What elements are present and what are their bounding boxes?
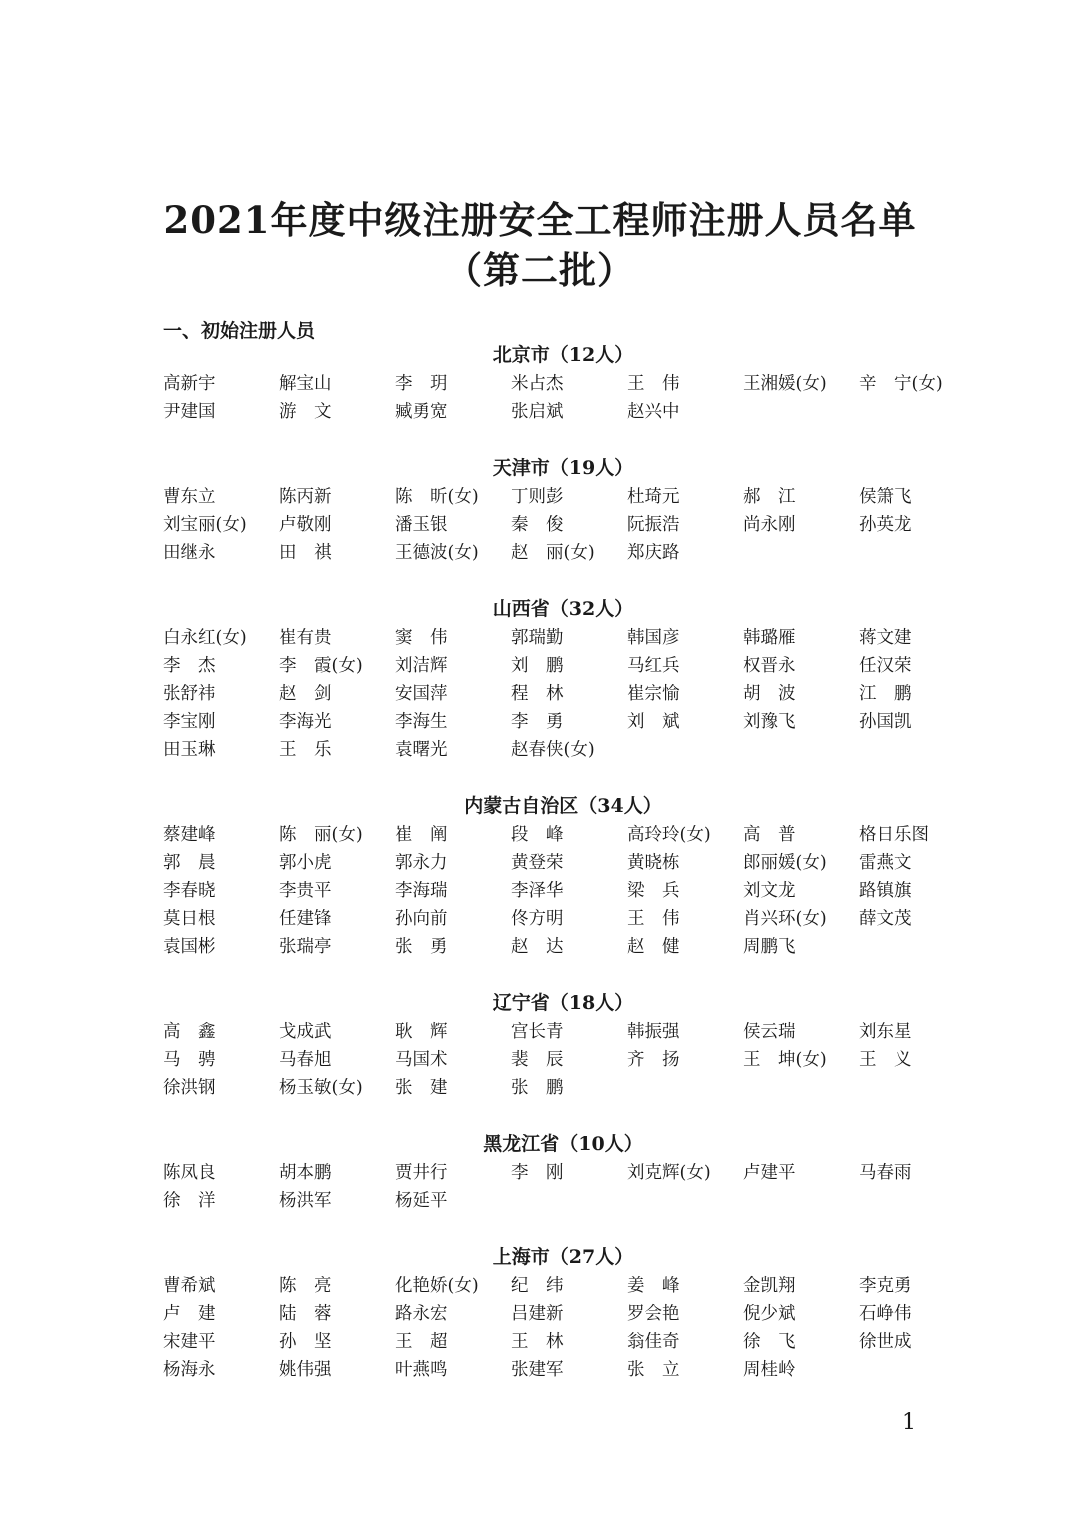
region-block xyxy=(163,1130,983,1215)
person-name: 杜琦元 xyxy=(627,487,680,507)
person-name: 刘 鹏 xyxy=(511,656,564,676)
name-row xyxy=(163,624,983,652)
person-name: 赵 丽(女) xyxy=(511,543,595,563)
person-name: 肖兴环(女) xyxy=(743,909,827,929)
person-name: 白永红(女) xyxy=(163,628,247,648)
person-name: 卢 建 xyxy=(163,1304,216,1324)
person-name: 赵 达 xyxy=(511,937,564,957)
region-block xyxy=(163,454,983,567)
person-name: 高 普 xyxy=(743,825,796,845)
section-heading: 一、初始注册人员 xyxy=(163,320,316,342)
person-name: 刘 斌 xyxy=(627,712,680,732)
person-name: 王 义 xyxy=(859,1050,912,1070)
person-name: 张舒祎 xyxy=(163,684,216,704)
person-name: 金凯翔 xyxy=(743,1276,796,1296)
person-name: 曹东立 xyxy=(163,487,216,507)
person-name: 刘克辉(女) xyxy=(627,1163,711,1183)
name-row xyxy=(163,1159,983,1187)
name-row xyxy=(163,370,983,398)
person-name: 刘文龙 xyxy=(743,881,796,901)
person-name: 崔 阐 xyxy=(395,825,448,845)
person-name: 纪 纬 xyxy=(511,1276,564,1296)
person-name: 戈成武 xyxy=(279,1022,332,1042)
person-name: 赵 健 xyxy=(627,937,680,957)
name-row xyxy=(163,1018,983,1046)
person-name: 阮振浩 xyxy=(627,515,680,535)
name-row xyxy=(163,849,983,877)
person-name: 宋建平 xyxy=(163,1332,216,1352)
person-name: 郭小虎 xyxy=(279,853,332,873)
name-row xyxy=(163,708,983,736)
person-name: 高新宇 xyxy=(163,374,216,394)
person-name: 贾井行 xyxy=(395,1163,448,1183)
person-name: 李克勇 xyxy=(859,1276,912,1296)
person-name: 徐 洋 xyxy=(163,1191,216,1211)
person-name: 梁 兵 xyxy=(627,881,680,901)
person-name: 齐 扬 xyxy=(627,1050,680,1070)
person-name: 赵兴中 xyxy=(627,402,680,422)
person-name: 赵春侠(女) xyxy=(511,740,595,760)
person-name: 王 超 xyxy=(395,1332,448,1352)
person-name: 徐洪钢 xyxy=(163,1078,216,1098)
person-name: 化艳娇(女) xyxy=(395,1276,479,1296)
person-name: 张 建 xyxy=(395,1078,448,1098)
person-name: 李泽华 xyxy=(511,881,564,901)
name-row xyxy=(163,877,983,905)
person-name: 李贵平 xyxy=(279,881,332,901)
person-name: 任汉荣 xyxy=(859,656,912,676)
person-name: 潘玉银 xyxy=(395,515,448,535)
person-name: 陈 昕(女) xyxy=(395,487,479,507)
region-block xyxy=(163,1243,983,1384)
person-name: 马国术 xyxy=(395,1050,448,1070)
person-name: 杨延平 xyxy=(395,1191,448,1211)
name-row xyxy=(163,539,983,567)
person-name: 米占杰 xyxy=(511,374,564,394)
person-name: 吕建新 xyxy=(511,1304,564,1324)
person-name: 李宝刚 xyxy=(163,712,216,732)
person-name: 游 文 xyxy=(279,402,332,422)
person-name: 裴 辰 xyxy=(511,1050,564,1070)
region-heading: 北京市（12人） xyxy=(492,344,634,366)
person-name: 周鹏飞 xyxy=(743,937,796,957)
person-name: 耿 辉 xyxy=(395,1022,448,1042)
person-name: 崔宗愉 xyxy=(627,684,680,704)
person-name: 孙英龙 xyxy=(859,515,912,535)
person-name: 李 刚 xyxy=(511,1163,564,1183)
page-number: 1 xyxy=(902,1410,916,1435)
name-row xyxy=(163,1300,983,1328)
person-name: 王 伟 xyxy=(627,909,680,929)
person-name: 权晋永 xyxy=(743,656,796,676)
person-name: 张 立 xyxy=(627,1360,680,1380)
region-block xyxy=(163,595,983,764)
person-name: 陈 亮 xyxy=(279,1276,332,1296)
person-name: 韩振强 xyxy=(627,1022,680,1042)
person-name: 马春旭 xyxy=(279,1050,332,1070)
person-name: 卢建平 xyxy=(743,1163,796,1183)
region-block xyxy=(163,792,983,961)
person-name: 马春雨 xyxy=(859,1163,912,1183)
person-name: 姚伟强 xyxy=(279,1360,332,1380)
person-name: 高玲玲(女) xyxy=(627,825,711,845)
person-name: 陈凤良 xyxy=(163,1163,216,1183)
person-name: 刘宝丽(女) xyxy=(163,515,247,535)
person-name: 罗会艳 xyxy=(627,1304,680,1324)
person-name: 徐 飞 xyxy=(743,1332,796,1352)
person-name: 臧勇宽 xyxy=(395,402,448,422)
person-name: 田继永 xyxy=(163,543,216,563)
person-name: 薛文茂 xyxy=(859,909,912,929)
name-row xyxy=(163,1187,983,1215)
person-name: 李 勇 xyxy=(511,712,564,732)
person-name: 王 伟 xyxy=(627,374,680,394)
person-name: 李海瑞 xyxy=(395,881,448,901)
person-name: 孙向前 xyxy=(395,909,448,929)
name-row xyxy=(163,821,983,849)
person-name: 张 鹏 xyxy=(511,1078,564,1098)
name-row xyxy=(163,1074,983,1102)
region-list xyxy=(163,341,983,1412)
person-name: 安国萍 xyxy=(395,684,448,704)
person-name: 李海光 xyxy=(279,712,332,732)
person-name: 郭瑞勤 xyxy=(511,628,564,648)
person-name: 周桂岭 xyxy=(743,1360,796,1380)
person-name: 路镇旗 xyxy=(859,881,912,901)
person-name: 徐世成 xyxy=(859,1332,912,1352)
person-name: 李 杰 xyxy=(163,656,216,676)
person-name: 杨玉敏(女) xyxy=(279,1078,363,1098)
person-name: 卢敬刚 xyxy=(279,515,332,535)
person-name: 尚永刚 xyxy=(743,515,796,535)
person-name: 石峥伟 xyxy=(859,1304,912,1324)
person-name: 马 骋 xyxy=(163,1050,216,1070)
person-name: 杨洪军 xyxy=(279,1191,332,1211)
person-name: 窦 伟 xyxy=(395,628,448,648)
person-name: 李春晓 xyxy=(163,881,216,901)
person-name: 雷燕文 xyxy=(859,853,912,873)
person-name: 赵 剑 xyxy=(279,684,332,704)
person-name: 马红兵 xyxy=(627,656,680,676)
person-name: 姜 峰 xyxy=(627,1276,680,1296)
region-heading: 天津市（19人） xyxy=(492,457,634,479)
person-name: 王 坤(女) xyxy=(743,1050,827,1070)
name-row xyxy=(163,1046,983,1074)
person-name: 曹希斌 xyxy=(163,1276,216,1296)
person-name: 郑庆路 xyxy=(627,543,680,563)
person-name: 郝 江 xyxy=(743,487,796,507)
person-name: 高 鑫 xyxy=(163,1022,216,1042)
name-row xyxy=(163,398,983,426)
name-row xyxy=(163,680,983,708)
person-name: 佟方明 xyxy=(511,909,564,929)
region-heading: 内蒙古自治区（34人） xyxy=(464,795,662,817)
person-name: 胡 波 xyxy=(743,684,796,704)
person-name: 陆 蓉 xyxy=(279,1304,332,1324)
name-row xyxy=(163,736,983,764)
person-name: 翁佳奇 xyxy=(627,1332,680,1352)
person-name: 陈 丽(女) xyxy=(279,825,363,845)
person-name: 格日乐图 xyxy=(859,825,929,845)
person-name: 张 勇 xyxy=(395,937,448,957)
document-title: 2021年度中级注册安全工程师注册人员名单 xyxy=(163,198,917,242)
person-name: 刘豫飞 xyxy=(743,712,796,732)
name-row xyxy=(163,483,983,511)
document-subtitle: （第二批） xyxy=(445,248,635,292)
person-name: 崔有贵 xyxy=(279,628,332,648)
person-name: 李 玥 xyxy=(395,374,448,394)
person-name: 蒋文建 xyxy=(859,628,912,648)
person-name: 孙国凯 xyxy=(859,712,912,732)
name-row xyxy=(163,905,983,933)
person-name: 郭 晨 xyxy=(163,853,216,873)
person-name: 张建军 xyxy=(511,1360,564,1380)
person-name: 侯云瑞 xyxy=(743,1022,796,1042)
region-heading: 黑龙江省（10人） xyxy=(483,1133,643,1155)
region-heading: 山西省（32人） xyxy=(492,598,634,620)
person-name: 江 鹏 xyxy=(859,684,912,704)
person-name: 王德波(女) xyxy=(395,543,479,563)
person-name: 郭永力 xyxy=(395,853,448,873)
person-name: 黄登荣 xyxy=(511,853,564,873)
person-name: 刘东星 xyxy=(859,1022,912,1042)
person-name: 袁曙光 xyxy=(395,740,448,760)
person-name: 叶燕鸣 xyxy=(395,1360,448,1380)
region-block xyxy=(163,341,983,426)
name-row xyxy=(163,1272,983,1300)
person-name: 李海生 xyxy=(395,712,448,732)
person-name: 胡本鹏 xyxy=(279,1163,332,1183)
person-name: 刘洁辉 xyxy=(395,656,448,676)
person-name: 张启斌 xyxy=(511,402,564,422)
name-row xyxy=(163,933,983,961)
person-name: 韩璐雁 xyxy=(743,628,796,648)
person-name: 段 峰 xyxy=(511,825,564,845)
person-name: 郎丽媛(女) xyxy=(743,853,827,873)
person-name: 路永宏 xyxy=(395,1304,448,1324)
person-name: 莫日根 xyxy=(163,909,216,929)
person-name: 陈丙新 xyxy=(279,487,332,507)
person-name: 解宝山 xyxy=(279,374,332,394)
person-name: 李 霞(女) xyxy=(279,656,363,676)
person-name: 袁国彬 xyxy=(163,937,216,957)
person-name: 蔡建峰 xyxy=(163,825,216,845)
person-name: 韩国彦 xyxy=(627,628,680,648)
region-block xyxy=(163,989,983,1102)
person-name: 田玉琳 xyxy=(163,740,216,760)
person-name: 辛 宁(女) xyxy=(859,374,943,394)
person-name: 王湘媛(女) xyxy=(743,374,827,394)
region-heading: 辽宁省（18人） xyxy=(492,992,634,1014)
person-name: 黄晓栋 xyxy=(627,853,680,873)
name-row xyxy=(163,1356,983,1384)
person-name: 孙 坚 xyxy=(279,1332,332,1352)
person-name: 宫长青 xyxy=(511,1022,564,1042)
person-name: 侯箫飞 xyxy=(859,487,912,507)
person-name: 倪少斌 xyxy=(743,1304,796,1324)
name-row xyxy=(163,511,983,539)
person-name: 任建锋 xyxy=(279,909,332,929)
person-name: 丁则彭 xyxy=(511,487,564,507)
name-row xyxy=(163,1328,983,1356)
person-name: 王 林 xyxy=(511,1332,564,1352)
person-name: 秦 俊 xyxy=(511,515,564,535)
person-name: 王 乐 xyxy=(279,740,332,760)
person-name: 田 祺 xyxy=(279,543,332,563)
person-name: 杨海永 xyxy=(163,1360,216,1380)
person-name: 张瑞亭 xyxy=(279,937,332,957)
person-name: 尹建国 xyxy=(163,402,216,422)
person-name: 程 林 xyxy=(511,684,564,704)
name-row xyxy=(163,652,983,680)
region-heading: 上海市（27人） xyxy=(492,1246,634,1268)
